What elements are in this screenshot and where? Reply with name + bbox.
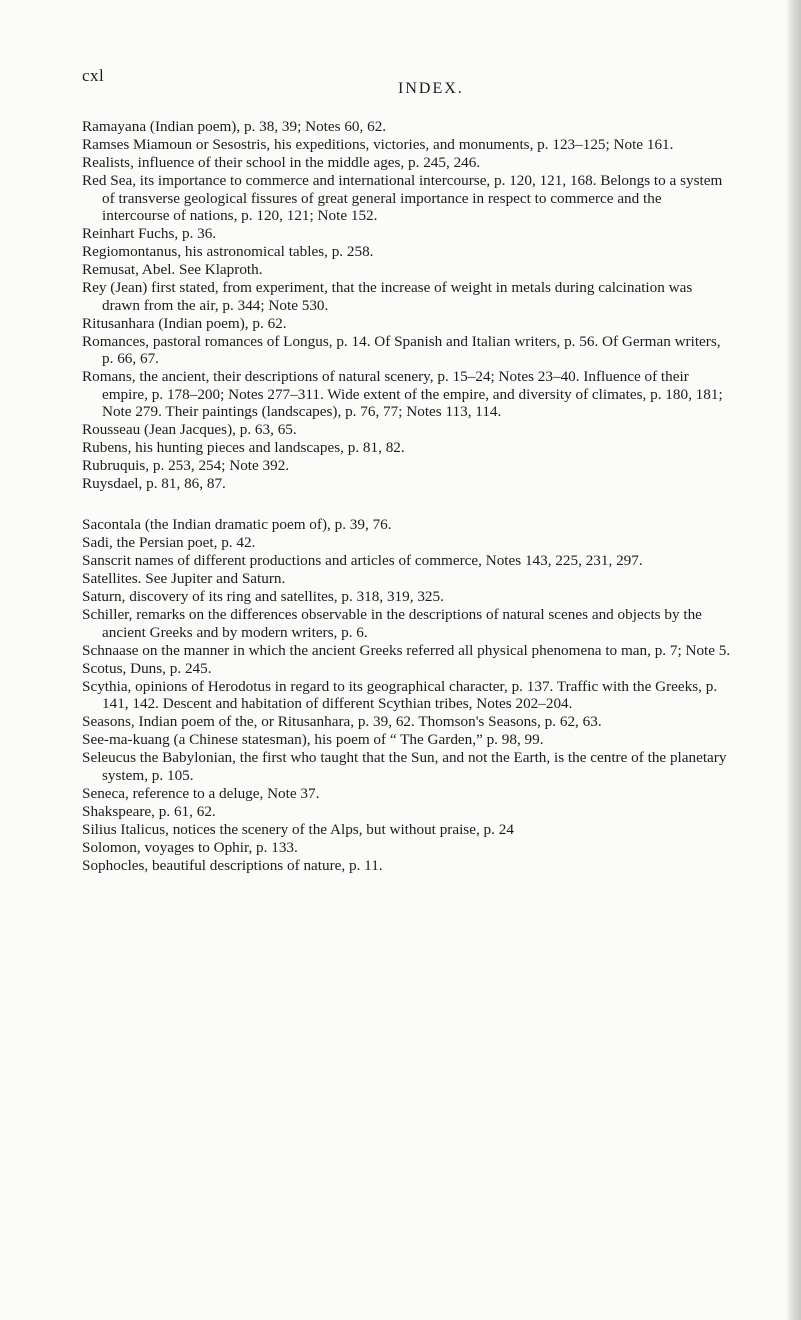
index-entry: Ramayana (Indian poem), p. 38, 39; Notes 60, 62. (82, 118, 387, 135)
index-entry: Saturn, discovery of its ring and satellites, p. 318, 319, 325. (82, 588, 444, 606)
index-entry: Red Sea, its importance to commerce and international intercourse, p. 120, 121, 168. Belongs to a system of transverse geological fissures of great general importance in respect to commerce and the intercourse of nations, p. 120, 121; Note 152. (82, 171, 723, 225)
index-section-s (82, 516, 732, 874)
index-entry: Ruysdael, p. 81, 86, 87. (82, 475, 226, 493)
section-gap (82, 493, 732, 516)
index-entry: Solomon, voyages to Ophir, p. 133. (82, 838, 298, 856)
index-entry: Rubens, his hunting pieces and landscapes, p. 81, 82. (82, 439, 405, 457)
index-entry: Shakspeare, p. 61, 62. (82, 802, 216, 820)
index-entry: Silius Italicus, notices the scenery of the Alps, but without praise, p. 24 (82, 820, 514, 838)
index-entry: Rey (Jean) first stated, from experiment, that the increase of weight in metals during calcination was drawn from the air, p. 344; Note 530. (82, 279, 693, 314)
index-entry: Seasons, Indian poem of the, or Ritusanhara, p. 39, 62. Thomson's Seasons, p. 62, 63. (82, 713, 602, 731)
index-entry: Sanscrit names of different productions and articles of commerce, Notes 143, 225, 231, 297. (82, 552, 643, 570)
index-entry: Rousseau (Jean Jacques), p. 63, 65. (82, 421, 297, 439)
index-entry: Reinhart Fuchs, p. 36. (82, 225, 217, 243)
index-entry: Sophocles, beautiful descriptions of nature, p. 11. (82, 856, 383, 874)
index-entry: Schiller, remarks on the differences observable in the descriptions of natural scenes and objects by the ancient Greeks and by modern writers, p. 6. (82, 606, 702, 641)
index-entry: Romances, pastoral romances of Longus, p. 14. Of Spanish and Italian writers, p. 56. Of German writers, p. 66, 67. (82, 332, 721, 368)
index-entries (82, 118, 732, 875)
index-entry: Rubruquis, p. 253, 254; Note 392. (82, 457, 290, 475)
index-entry: Seneca, reference to a deluge, Note 37. (82, 784, 320, 802)
index-entry: See-ma-kuang (a Chinese statesman), his poem of “ The Garden,” p. 98, 99. (82, 731, 544, 749)
index-entry: Sacontala (the Indian dramatic poem of), p. 39, 76. (82, 516, 392, 534)
page-number: cxl (82, 66, 105, 85)
index-section-r (82, 118, 732, 493)
index-entry: Romans, the ancient, their descriptions of natural scenery, p. 15–24; Notes 23–40. Influence of their empire, p. 178–200; Notes 277–311. Wide extent of the empire, and diversity of climates, p. 180, 181; Note 279. Their paintings (landscapes), p. 76, 77; Notes 113, 114. (82, 368, 723, 421)
index-entry: Scythia, opinions of Herodotus in regard to its geographical character, p. 137. Traffic with the Greeks, p. 141, 142. Descent and habitation of different Scythian tribes, Notes 202–204. (82, 677, 718, 713)
index-entry: Remusat, Abel. See Klaproth. (82, 261, 263, 279)
index-entry: Schnaase on the manner in which the ancient Greeks referred all physical phenomena to man, p. 7; Note 5. (82, 641, 731, 659)
index-entry: Sadi, the Persian poet, p. 42. (82, 534, 256, 552)
index-entry: Ramses Miamoun or Sesostris, his expeditions, victories, and monuments, p. 123–125; Note 161. (82, 135, 674, 153)
index-entry: Seleucus the Babylonian, the first who taught that the Sun, and not the Earth, is the centre of the planetary system, p. 105. (82, 749, 727, 784)
running-head: INDEX. (398, 80, 464, 97)
index-entry: Regiomontanus, his astronomical tables, p. 258. (82, 243, 374, 261)
index-entry: Scotus, Duns, p. 245. (82, 659, 212, 677)
index-entry: Realists, influence of their school in the middle ages, p. 245, 246. (82, 153, 481, 171)
index-entry: Satellites. See Jupiter and Saturn. (82, 570, 286, 588)
index-entry: Ritusanhara (Indian poem), p. 62. (82, 314, 287, 332)
page-edge-shadow (787, 0, 801, 1320)
